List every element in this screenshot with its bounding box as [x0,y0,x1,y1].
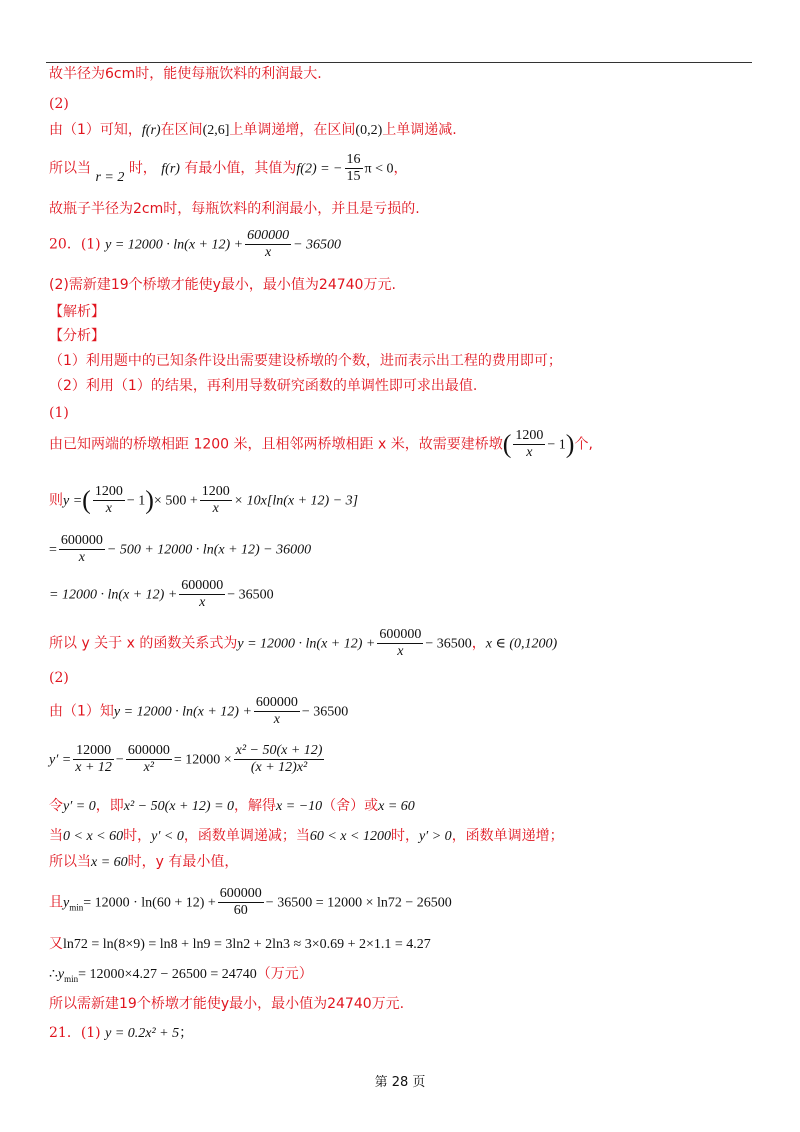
paren-left: ( [82,485,91,515]
text-seg: 时， [123,828,152,844]
fraction [73,743,114,776]
section-jiexi: 【解析】 [49,304,105,320]
math-seg: 0 < x < 60 [63,829,124,844]
math-seg: ∴ [49,967,58,982]
frac-den: x [397,644,404,659]
math-seg: = 12000 × [173,752,232,768]
fraction [93,484,125,517]
text-seg: ， [471,635,486,652]
math-seg: y = [63,493,83,509]
answer-20-1 [49,228,341,261]
text-line-1: 故半径为6cm时，能使每瓶饮料的利润最大. [49,66,322,82]
text-line-21 [49,798,415,816]
text-seg: 所以 y 关于 x 的函数关系式为 [49,635,238,652]
frac-den: x [212,501,219,516]
text-seg: 当 [49,828,63,844]
math-f2: f(2) = − [296,161,343,177]
text-seg: ，即 [95,798,124,814]
text-line-17 [49,627,557,660]
text-line-19 [49,695,348,728]
math-seg: y = 12000 · ln(x + 12) + [113,704,252,720]
fraction [179,578,225,611]
math-seg: = 12000 · ln(x + 12) + [49,587,178,603]
math-seg: y = 0.2x² + 5 [105,1026,180,1041]
text-seg: 所以当 [49,160,91,177]
math-seg: − 500 + 12000 · ln(x + 12) − 36000 [106,542,312,558]
page-number: 第 28 页 [374,1075,426,1090]
text-seg: 上单调递减. [382,122,457,138]
math-seg: = [49,542,57,558]
math-seg: x² − 50(x + 12) = 0 [123,799,235,814]
text-seg: ，解得 [234,798,277,814]
math-seg: x = 60 [378,799,415,814]
text-seg: 且 [49,894,63,911]
text-seg: 个, [574,436,593,453]
fraction [59,533,105,566]
text-seg: 有最小值，其值为 [184,160,297,177]
text-line-23 [49,854,238,872]
text-line-20 [49,743,326,776]
math-seg: y = 12000 · ln(x + 12) + [237,636,376,652]
text-line-25 [49,936,431,954]
frac-den: x + 12 [75,760,112,775]
text-line-14 [49,484,358,517]
section-fenxi: 【分析】 [49,328,105,344]
text-seg: ，函数单调递减；当 [183,828,310,844]
question-number: 20．(1) [49,236,101,253]
math-seg: − 1 [126,493,146,509]
text-line-15 [49,533,311,566]
math-seg: − 36500 [227,587,274,603]
math-seg: − 36500 [301,704,349,720]
math-seg: y [57,967,65,982]
subscript: min [69,902,84,913]
text-line-22 [49,828,564,846]
math-seg: y′ > 0 [418,829,452,844]
paren-left: ( [502,429,512,459]
text-line-24 [49,886,452,919]
frac-num: 600000 [255,695,298,710]
text-seg: ，函数单调递增； [451,828,564,844]
math-seg: y′ < 0 [151,829,184,844]
math-seg: − 36500 [425,636,472,652]
frac-den: (x + 12)x² [250,760,308,775]
text-seg: 时， [390,828,419,844]
frac-num: 600000 [219,886,262,901]
frac-num: 600000 [181,578,224,593]
frac-num: 600000 [60,533,103,548]
math-seg: = 12000×4.27 − 26500 = 24740 [78,967,257,982]
text-line-5: 故瓶子半径为2cm时，每瓶饮料的利润最小，并且是亏损的. [49,201,420,217]
fraction [513,428,545,461]
math-r-eq: r = 2 [95,169,125,185]
part-label-2: (2) [49,96,69,112]
frac-den: 15 [346,169,361,184]
math-seg: − 1 [547,437,566,453]
frac-num: 12000 [73,743,114,760]
frac-num: 16 [346,152,361,167]
text-seg: （舍）或 [322,798,379,814]
frac-den: x [526,445,533,460]
frac-num: 600000 [127,743,170,758]
text-seg: 由（1）知 [49,703,114,720]
text-seg: 时，y 有最小值， [127,854,239,870]
text-line-27: 所以需新建19个桥墩才能使y最小，最小值为24740万元. [49,996,405,1012]
fraction [234,743,325,776]
math-pi: π < 0 [364,161,394,177]
math-seg: − 36500 [293,237,342,253]
fraction [254,695,300,728]
math-seg: × 500 + [153,493,198,509]
math-seg: − 36500 = 12000 × ln72 − 26500 [265,895,452,911]
fraction [218,886,264,919]
math-seg: y′ = [49,752,72,768]
frac-den: x [105,501,112,516]
math-seg: x = 60 [91,855,128,870]
text-seg: 由已知两端的桥墩相距 1200 米，且相邻两桥墩相距 x 米，故需要建桥墩 [49,436,503,453]
text-seg: 时， [128,160,157,177]
fraction [126,743,172,776]
header-rule [46,62,752,63]
frac-den: x² [143,760,155,775]
text-line-26 [49,966,313,985]
math-seg: y [63,895,70,911]
analysis-2: （2）利用（1）的结果，再利用导数研究函数的单调性即可求出最值. [49,378,478,394]
paren-right: ) [145,485,154,515]
frac-den: 60 [233,903,248,918]
math-seg: y = 12000 · ln(x + 12) + [105,237,244,253]
text-seg: 则 [49,492,63,509]
subscript: min [64,973,79,984]
part-label-1: (1) [49,405,69,421]
math-interval: (2,6] [202,123,230,138]
frac-num: 600000 [247,228,290,243]
text-seg: 令 [49,798,63,814]
frac-num: 1200 [515,428,544,443]
frac-den: x [78,550,86,565]
frac-num: x² − 50(x + 12) [235,743,323,758]
text-line-16 [49,578,274,611]
math-seg: − [115,752,124,768]
text-seg: 由（1）可知， [49,122,142,138]
frac-den: x [199,595,206,610]
frac-den: x [273,712,281,727]
fraction [345,152,363,185]
math-domain: x ∈ (0,1200) [485,636,558,652]
frac-den: x [264,245,272,260]
analysis-1: （1）利用题中的已知条件设出需要建设桥墩的个数，进而表示出工程的费用即可； [49,353,562,369]
fraction [377,627,423,660]
text-seg: ； [179,1025,194,1041]
fraction [200,484,232,517]
text-seg: ， [393,160,408,177]
math-seg: y′ = 0 [63,799,96,814]
math-seg: ln72 = ln(8×9) = ln8 + ln9 = 3ln2 + 2ln3 ≈ 3×0.69 + 2×1.1 = 4.27 [63,937,431,952]
frac-num: 600000 [379,627,422,642]
fraction [245,228,291,261]
math-fr: f(r) [141,123,161,138]
math-fr: f(r) [161,161,180,177]
text-line-13 [49,428,593,461]
text-seg: （万元） [256,966,313,982]
part-label-2b: (2) [49,670,69,686]
paren-right: ) [565,429,575,459]
text-line-4 [49,152,407,185]
frac-num: 1200 [94,484,123,499]
frac-num: 1200 [201,484,230,499]
text-seg: 又 [49,936,63,952]
text-seg: 所以当 [49,854,91,870]
math-seg: = 12000 · ln(60 + 12) + [83,895,216,911]
answer-21-1 [49,1025,193,1043]
math-seg: 60 < x < 1200 [309,829,391,844]
math-seg: × 10x[ln(x + 12) − 3] [233,493,359,509]
text-seg: 上单调递增，在区间 [229,122,356,138]
math-seg: x = −10 [276,799,323,814]
math-interval: (0,2) [355,123,383,138]
text-line-3 [49,122,457,140]
text-seg: 在区间 [160,122,203,138]
question-number: 21．(1) [49,1025,101,1041]
answer-20-2: (2)需新建19个桥墩才能使y最小，最小值为24740万元. [49,277,396,293]
